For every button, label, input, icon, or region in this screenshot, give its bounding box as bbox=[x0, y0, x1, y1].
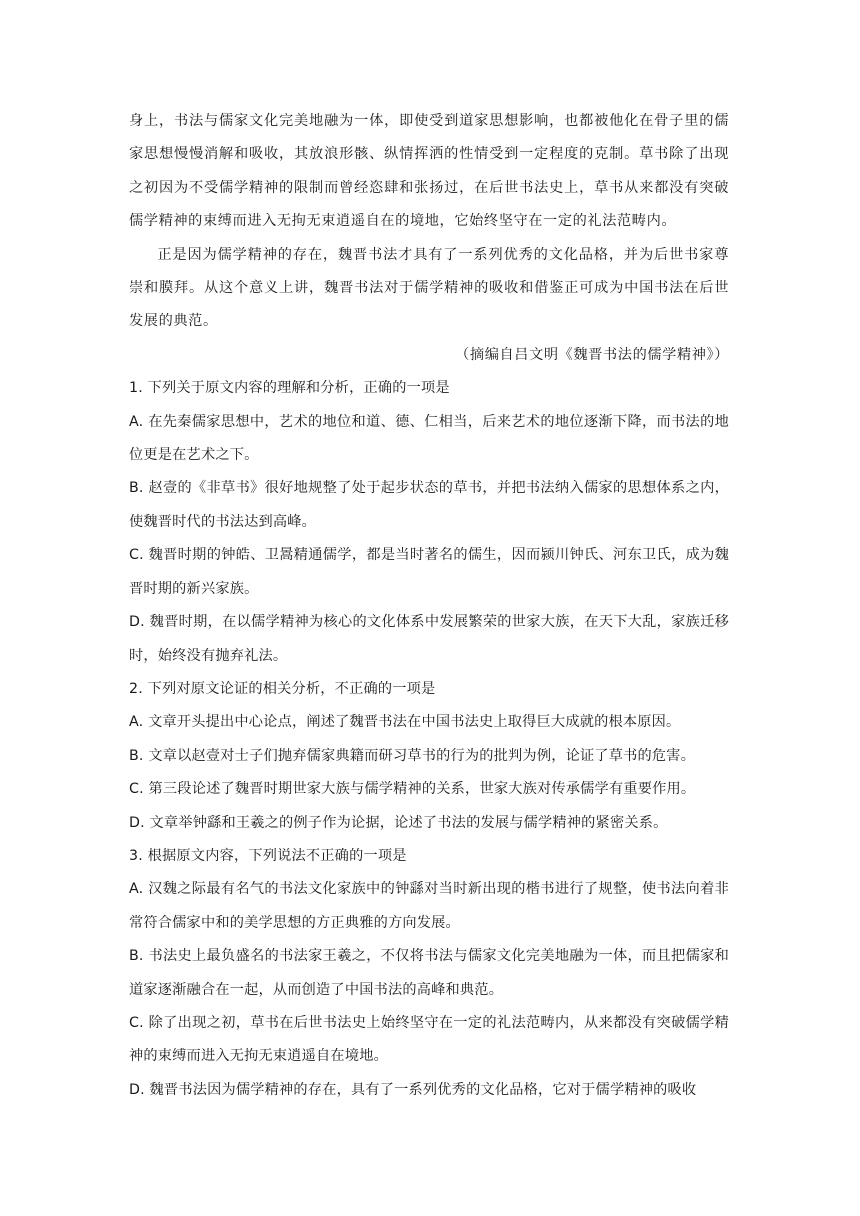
option-d: D. 魏晋时期，在以儒学精神为核心的文化体系中发展繁荣的世家大族，在天下大乱，家族迁移时，始终没有抛弃礼法。 bbox=[129, 614, 729, 664]
option-d: D. 文章举钟繇和王羲之的例子作为论据，论述了书法的发展与儒学精神的紧密关系。 bbox=[129, 814, 668, 831]
option-a: A. 在先秦儒家思想中，艺术的地位和道、德、仁相当，后来艺术的地位逐渐下降，而书法的地位更是在艺术之下。 bbox=[129, 413, 729, 464]
question-2 bbox=[129, 673, 729, 840]
question-stem: 2. 下列对原文论证的相关分析，不正确的一项是 bbox=[129, 680, 436, 697]
question-stem: 1. 下列关于原文内容的理解和分析，正确的一项是 bbox=[129, 380, 450, 397]
option-c: C. 除了出现之初，草书在后世书法史上始终坚守在一定的礼法范畴内，从来都没有突破儒学精神的束缚而进入无拘无束逍遥自在境地。 bbox=[129, 1014, 729, 1065]
question-stem: 3. 根据原文内容，下列说法不正确的一项是 bbox=[129, 847, 407, 864]
question-1 bbox=[129, 372, 729, 673]
option-c: C. 魏晋时期的钟皓、卫暠精通儒学，都是当时著名的儒生，因而颍川钟氏、河东卫氏，成为魏晋时期的新兴家族。 bbox=[129, 547, 729, 597]
passage-paragraph-1: 身上，书法与儒家文化完美地融为一体，即使受到道家思想影响，也都被他化在骨子里的儒家思想慢慢消解和吸收，其放浪形骸、纵情挥洒的性情受到一定程度的克制。草书除了出现之初因为不受儒学精神的限制而曾经恣肆和张扬过，在后世书法史上，草书从来都没有突破儒学精神的束缚而进入无拘无束逍遥自在的境地，它始终坚守在一定的礼法范畴内。 bbox=[129, 113, 729, 230]
option-a: A. 文章开头提出中心论点，阐述了魏晋书法在中国书法史上取得巨大成就的根本原因。 bbox=[129, 714, 681, 731]
passage-source: （摘编自吕文明《魏晋书法的儒学精神》） bbox=[455, 346, 729, 363]
passage-paragraph-2: 正是因为儒学精神的存在，魏晋书法才具有了一系列优秀的文化品格，并为后世书家尊崇和膜拜。从这个意义上讲，魏晋书法对于儒学精神的吸收和借鉴正可成为中国书法在后世发展的典范。 bbox=[129, 246, 729, 330]
option-b: B. 书法史上最负盛名的书法家王羲之，不仅将书法与儒家文化完美地融为一体，而且把儒家和道家逐渐融合在一起，从而创造了中国书法的高峰和典范。 bbox=[129, 948, 729, 998]
option-a: A. 汉魏之际最有名气的书法文化家族中的钟繇对当时新出现的楷书进行了规整，使书法向着非常符合儒家中和的美学思想的方正典雅的方向发展。 bbox=[129, 881, 729, 931]
option-c: C. 第三段论述了魏晋时期世家大族与儒学精神的关系，世家大族对传承儒学有重要作用。 bbox=[129, 781, 696, 798]
option-b: B. 赵壹的《非草书》很好地规整了处于起步状态的草书，并把书法纳入儒家的思想体系之内，使魏晋时代的书法达到高峰。 bbox=[129, 480, 729, 530]
question-3 bbox=[129, 840, 729, 1107]
option-b: B. 文章以赵壹对士子们抛弃儒家典籍而研习草书的行为的批判为例，论证了草书的危害。 bbox=[129, 747, 696, 764]
option-d: D. 魏晋书法因为儒学精神的存在，具有了一系列优秀的文化品格，它对于儒学精神的吸收 bbox=[129, 1081, 697, 1098]
document-page bbox=[129, 105, 729, 1107]
